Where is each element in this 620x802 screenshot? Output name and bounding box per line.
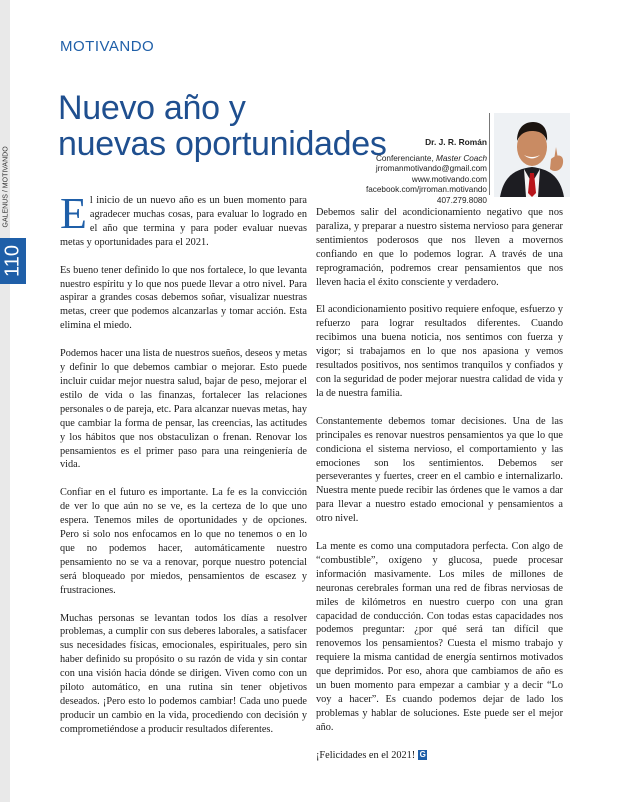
- paragraph: El acondicionamiento positivo requiere enfoque, esfuerzo y refuerzo para lograr resultados diferentes. Cuando recibimos una buena noticia, nos sentimos con fuerza y vigor; si trabajamos en lo que nos apasiona y vemos resultados positivos, nos sentimos tranquilos y confiados y con la seguridad de poder mejorar nuestra calidad de vida y la de nuestra familia.: [316, 304, 563, 399]
- paragraph: Podemos hacer una lista de nuestros sueños, deseos y metas y definir lo que debemos cambiar o mejorar. Esto puede incluir cuidar mejor nuestra salud, bajar de peso, mejorar el estilo de vida o las finanzas, fortalecer las relaciones personales o de pareja, etc. Para alcanzar nuevas metas, hay que cambiar la forma de pensar, las creencias, las actitudes y los hábitos que nos obstaculizan o frenan. Renovar los pensamientos es el primer paso para una reingeniería de vida.: [60, 348, 307, 471]
- closing-text: ¡Felicidades en el 2021!: [316, 749, 416, 761]
- paragraph: La mente es como una computadora perfecta. Con algo de “combustible”, oxígeno y glucosa, puede procesar información masivamente. Los miles de millones de neuronas cerebrales forman una red de fibras nerviosas de miles de kilómetros en nuestro cuerpo con una gran capacidad de conducción. Con todas estas capacidades nos podemos preguntar: ¿por qué será tan difícil que renovemos los pensamientos? Cuesta el mismo trabajo y requiere la misma cantidad de energía sentirnos motivados que deprimidos. Por eso, ahora que cambiamos de año es un buen momento para empezar a cambiar y a decir “Lo voy a hacer”. Es cuando podemos dejar de lado los problemas y hablar de soluciones. Este puede ser el mejor año.: [316, 541, 563, 733]
- page-number: 110: [1, 245, 24, 277]
- paragraph: Debemos salir del acondicionamiento negativo que nos paraliza, y preparar a nuestro sistema nervioso para generar sentimientos poderosos que nos lleven a movernos confiando en que lo podemos lograr. A través de una reprogramación, podremos crear pensamientos que nos lleven hacia el éxito consciente y verdadero.: [316, 207, 563, 288]
- closing-paragraph: [316, 749, 563, 763]
- author-phone: 407.279.8080: [436, 195, 487, 205]
- author-role-title: Master Coach: [436, 153, 487, 163]
- author-facebook: facebook.com/jrroman.motivando: [365, 185, 487, 195]
- author-block: [366, 137, 487, 207]
- page-number-tab: [0, 238, 26, 284]
- author-email: jrromanmotivando@gmail.com: [375, 164, 487, 174]
- article-title: [58, 90, 387, 162]
- running-head: GALENUS / MOTIVANDO: [2, 146, 10, 228]
- author-portrait-icon: [494, 113, 570, 197]
- paragraph-text: l inicio de un nuevo año es un buen momento para agradecer muchas cosas, para evaluar lo logrado en el año que termina y para poder evaluar nuevas metas y oportunidades para el 2021.: [60, 195, 307, 248]
- author-divider: [489, 113, 490, 195]
- paragraph: Confiar en el futuro es importante. La fe es la convicción de ver lo que aún no se ve, es la certeza de lo que uno espera. Tenemos miles de oportunidades y de opciones. Pero si solo nos enfocamos en lo que no tenemos o en lo que no podemos hacer, automáticamente nuestro pensamiento no se va a renovar, porque nuestro potencial será bloqueado por miedos, pensamientos de escasez y frustraciones.: [60, 487, 307, 596]
- paragraph: [60, 189, 307, 250]
- article-column-1: [60, 189, 307, 751]
- author-role: [366, 154, 487, 165]
- section-label: MOTIVANDO: [60, 38, 155, 55]
- title-line-1: Nuevo año y: [58, 89, 246, 127]
- article-column-2: [316, 206, 563, 777]
- title-line-2: nuevas oportunidades: [58, 125, 387, 163]
- paragraph: Muchas personas se levantan todos los días a resolver problemas, a cumplir con sus deberes laborales, a satisfacer sus necesidades físicas, emocionales, espirituales, pero sin haber definido su propósito o su razón de vida y sin contar con una visión hacia dónde se dirigen. Viven como con un piloto automático, en una rutina sin tener objetivos deseados. ¡Pero esto lo podemos cambiar! Cada uno puede producir un cambio en la vida, procediendo con decisión y comprometiéndose a producir resultados diferentes.: [60, 612, 307, 735]
- author-role-prefix: Conferenciante,: [375, 153, 437, 163]
- author-name: Dr. J. R. Román: [425, 137, 487, 147]
- paragraph: Es bueno tener definido lo que nos fortalece, lo que levanta nuestro espíritu y lo que nos puede llevar a otro nivel. Para aspirar a grandes cosas debemos soñar, visualizar nuestras metas, creer que podemos alcanzarlas y tomar acción. Esta elimina el miedo.: [60, 264, 307, 332]
- end-mark-icon: G: [419, 750, 426, 760]
- author-website: www.motivando.com: [411, 174, 487, 184]
- author-photo: [494, 113, 570, 197]
- drop-cap: E: [60, 189, 87, 238]
- side-margin-bar: [0, 0, 10, 802]
- paragraph: Constantemente debemos tomar decisiones. Una de las principales es renovar nuestros pensamientos ya que lo que condiciona el sistema nervioso, el comportamiento y las emociones son los sentimientos. Debemos ser perseverantes y fuertes, creer en el cambio e internalizarlo. Nuestra mente puede recibir las órdenes que le vamos a dar para llevar a nuestro estado emocional y pensamientos a otro nivel.: [316, 415, 563, 525]
